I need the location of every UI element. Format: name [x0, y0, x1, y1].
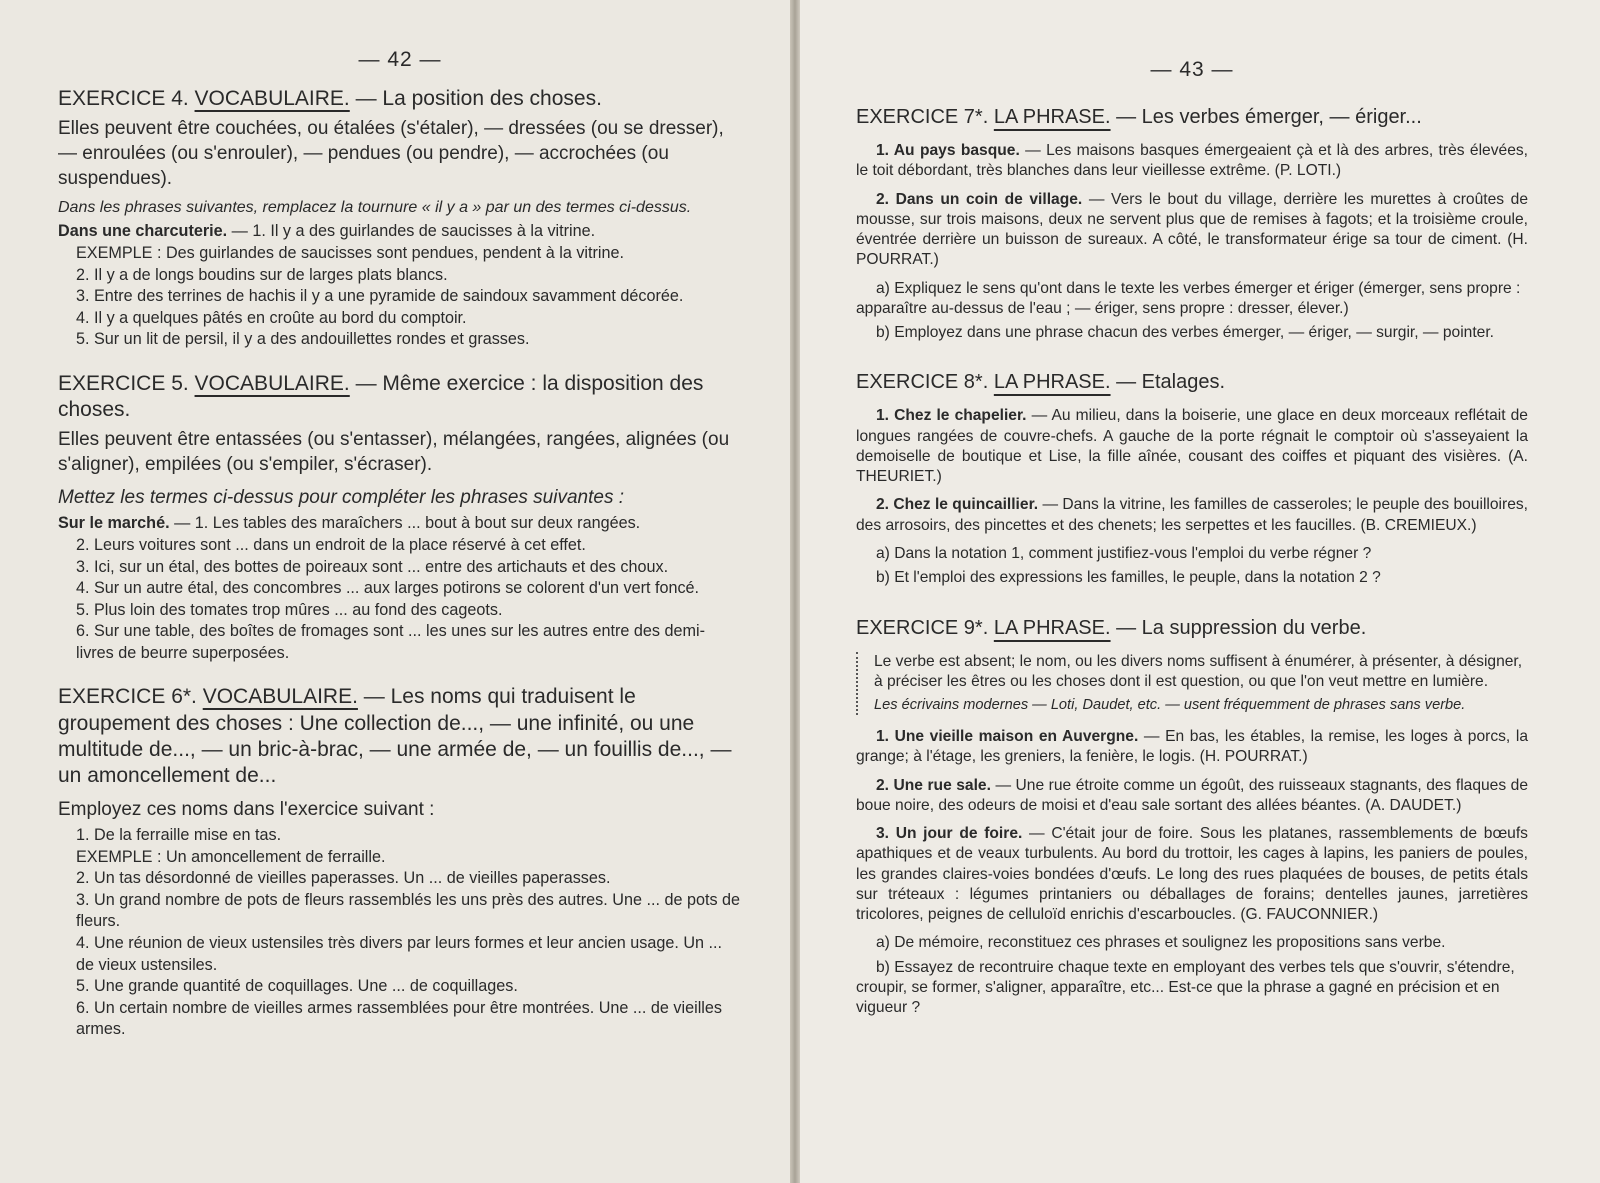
exercise-6: [58, 684, 742, 1040]
question: a) Dans la notation 1, comment justifiez-vous l'emploi du verbe régner ?: [876, 544, 1372, 562]
exercise-line: 5. Une grande quantité de coquillages. Une ... de coquillages.: [76, 977, 518, 996]
exercise-intro: Elles peuvent être entassées (ou s'entasser), mélangées, rangées, alignées (ou s'aligner), empilées (ou s'empiler, s'écraser).: [58, 429, 730, 476]
exercise-9: [856, 617, 1528, 1019]
exercise-keyword: VOCABULAIRE.: [202, 685, 358, 709]
text-excerpt: 1. Chez le chapelier. — Au milieu, dans la boiserie, une glace en deux morceaux reflétait de longues rangées de couvre-chefs. A gauche de la porte régnait le comptoir où s'asseyaient la demoiselle de boutique et Lise, la fille aînée, cousant des coiffes et piquant des visières. (A. THEURIET.): [856, 407, 1528, 486]
exercise-topic: — Les verbes émerger, — ériger...: [1110, 106, 1422, 128]
exercise-keyword: LA PHRASE.: [993, 106, 1111, 128]
text-excerpt: 2. Une rue sale. — Une rue étroite comme un égoût, des ruisseaux stagnants, des flaques de boue noire, des odeurs de moisi et d'eau sale sortant des allées béantes. (A. DAUDET.): [856, 776, 1528, 814]
exercise-line: 6. Sur une table, des boîtes de fromages sont ... les unes sur les autres entre des demi-livres de beurre superposées.: [76, 622, 705, 662]
exercise-number: EXERCICE 8*.: [856, 371, 994, 394]
exercise-heading: [58, 684, 742, 789]
exercise-line: 4. Il y a quelques pâtés en croûte au bord du comptoir.: [76, 308, 467, 327]
text-excerpt: 3. Un jour de foire. — C'était jour de foire. Sous les platanes, rassemblements de bœufs apathiques et de veaux turbulents. Au bord du trottoir, les cages à lapins, les paniers de poules, les grandes claires-voies bondées d'œufs. Le long des rues plaquées de bouses, de petits étals sur tréteaux : légumes printaniers ou déballages de forains; dentelles jaunes, jarretières tricolores, peignes de celluloïd enrichis d'escarboucles. (G. FAUCONNIER.): [856, 825, 1528, 924]
grammar-rule: [856, 652, 1528, 716]
exercise-topic: — Les noms qui traduisent le groupement des choses : Une collection de..., — une infinité, ou une multitude de..., — un bric-à-brac, — une armée de, — un fouillis de..., — un amoncellement de...: [58, 685, 732, 787]
exercise-line: Dans une charcuterie. — 1. Il y a des guirlandes de saucisses à la vitrine.: [58, 222, 596, 241]
exercise-number: EXERCICE 6*.: [58, 685, 203, 709]
exercise-keyword: LA PHRASE.: [993, 616, 1111, 639]
exercise-keyword: VOCABULAIRE.: [194, 87, 350, 110]
exercise-line: 4. Une réunion de vieux ustensiles très divers par leurs formes et leur ancien usage. Un ... de vieux ustensiles.: [76, 933, 723, 974]
exercise-heading: [856, 617, 1528, 640]
exercise-7: [856, 106, 1528, 343]
exercise-4: [58, 86, 742, 351]
page-number: — 42 —: [358, 48, 442, 71]
exercise-line: 2. Un tas désordonné de vieilles paperasses. Un ... de vieilles paperasses.: [76, 869, 611, 888]
exercise-line: 5. Sur un lit de persil, il y a des andouillettes rondes et grasses.: [76, 330, 530, 349]
exercise-instruction: Mettez les termes ci-dessus pour compléter les phrases suivantes :: [58, 487, 625, 509]
exercise-heading: [58, 371, 742, 424]
exercise-line: 6. Un certain nombre de vieilles armes rassemblées pour être montrées. Une ... de vieilles armes.: [76, 998, 722, 1039]
right-page: [800, 0, 1600, 1183]
question: a) De mémoire, reconstituez ces phrases et soulignez les propositions sans verbe.: [876, 934, 1446, 952]
exercise-line: 3. Un grand nombre de pots de fleurs rassemblés les uns près des autres. Une ... de pots de fleurs.: [76, 890, 741, 931]
exercise-number: EXERCICE 9*.: [856, 616, 994, 639]
exercise-heading: [856, 106, 1528, 129]
left-page: [0, 0, 790, 1183]
question: a) Expliquez le sens qu'ont dans le texte les verbes émerger et ériger (émerger, sens propre : apparaître au-dessus de l'eau ; — ériger, sens propre : dresser, élever.): [856, 279, 1521, 317]
exercise-topic: — La position des choses.: [349, 87, 602, 110]
exercise-topic: — Etalages.: [1110, 371, 1226, 394]
exercise-line: 2. Il y a de longs boudins sur de larges plats blancs.: [76, 265, 448, 284]
exercise-8: [856, 371, 1528, 588]
exercise-line: 4. Sur un autre étal, des concombres ... aux larges potirons se colorent d'un vert foncé.: [76, 579, 700, 598]
exercise-line: 5. Plus loin des tomates trop mûres ... au fond des cageots.: [76, 600, 503, 619]
exercise-keyword: VOCABULAIRE.: [194, 371, 350, 395]
exercise-line: 2. Leurs voitures sont ... dans un endroit de la place réservé à cet effet.: [76, 535, 586, 554]
question: b) Employez dans une phrase chacun des verbes émerger, — ériger, — surgir, — pointer.: [876, 324, 1494, 342]
text-excerpt: 1. Une vieille maison en Auvergne. — En bas, les étables, la remise, les loges à porcs, la grange; à l'étage, les greniers, la fenière, le logis. (H. POURRAT.): [856, 728, 1528, 766]
exercise-number: EXERCICE 7*.: [856, 106, 994, 128]
exercise-5: [58, 371, 742, 664]
exercise-topic: — Même exercice : la disposition des choses.: [58, 371, 704, 422]
exercise-line: EXEMPLE : Un amoncellement de ferraille.: [76, 847, 386, 866]
rule-note: Les écrivains modernes — Loti, Daudet, etc. — usent fréquemment de phrases sans verbe.: [874, 697, 1466, 714]
exercise-line: Sur le marché. — 1. Les tables des maraîchers ... bout à bout sur deux rangées.: [58, 514, 641, 533]
exercise-line: 1. De la ferraille mise en tas.: [76, 826, 282, 845]
exercise-heading: [856, 371, 1528, 394]
question: b) Et l'emploi des expressions les familles, le peuple, dans la notation 2 ?: [876, 569, 1381, 587]
exercise-topic: — La suppression du verbe.: [1110, 616, 1367, 639]
page-number: — 43 —: [1150, 58, 1234, 81]
rule-text: Le verbe est absent; le nom, ou les divers noms suffisent à énumérer, à présenter, à désigner, à préciser les êtres ou les choses dont il est question, ou que l'on veut mettre en lumière.: [874, 652, 1523, 690]
text-excerpt: 2. Chez le quincaillier. — Dans la vitrine, les familles de casseroles; le peuple des bouilloires, des arrosoirs, des pincettes et des chenets; les serpettes et les faucilles. (B. CREMIEUX.): [856, 496, 1528, 534]
exercise-instruction: Employez ces noms dans l'exercice suivant :: [58, 799, 435, 821]
exercise-line: EXEMPLE : Des guirlandes de saucisses sont pendues, pendent à la vitrine.: [76, 244, 624, 263]
text-excerpt: 1. Au pays basque. — Les maisons basques émergeaient çà et là des arbres, très élevées, le toit débordant, très blanches dans leur vieillesse extrême. (P. LOTI.): [856, 142, 1529, 180]
exercise-number: EXERCICE 5.: [58, 371, 195, 395]
exercise-intro: Elles peuvent être couchées, ou étalées (s'étaler), — dressées (ou se dresser), — enroulées (ou s'enrouler), — pendues (ou pendre), — accrochées (ou suspendues).: [58, 118, 724, 190]
exercise-heading: [58, 86, 742, 112]
exercise-line: 3. Entre des terrines de hachis il y a une pyramide de saindoux savamment décorée.: [76, 287, 684, 306]
text-excerpt: 2. Dans un coin de village. — Vers le bout du village, derrière les murettes à croûtes de mousse, sur trois maisons, deux ne servent plus que de remises à fagots; et la troisième croule, éventrée derrière un buisson de sureaux. A côté, le transformateur érige sa tour de ciment. (H. POURRAT.): [856, 190, 1528, 269]
exercise-number: EXERCICE 4.: [58, 87, 195, 110]
exercise-keyword: LA PHRASE.: [993, 371, 1111, 394]
question: b) Essayez de recontruire chaque texte en employant des verbes tels que s'ouvrir, s'étendre, croupir, se former, s'aligner, apparaître, etc... Est-ce que la phrase a gagné en précision et en vigueur ?: [856, 958, 1515, 1017]
exercise-line: 3. Ici, sur un étal, des bottes de poireaux sont ... entre des artichauts et des choux.: [76, 557, 669, 576]
book-gutter: [790, 0, 800, 1183]
exercise-instruction: Dans les phrases suivantes, remplacez la tournure « il y a » par un des termes ci-dessus.: [58, 199, 692, 217]
